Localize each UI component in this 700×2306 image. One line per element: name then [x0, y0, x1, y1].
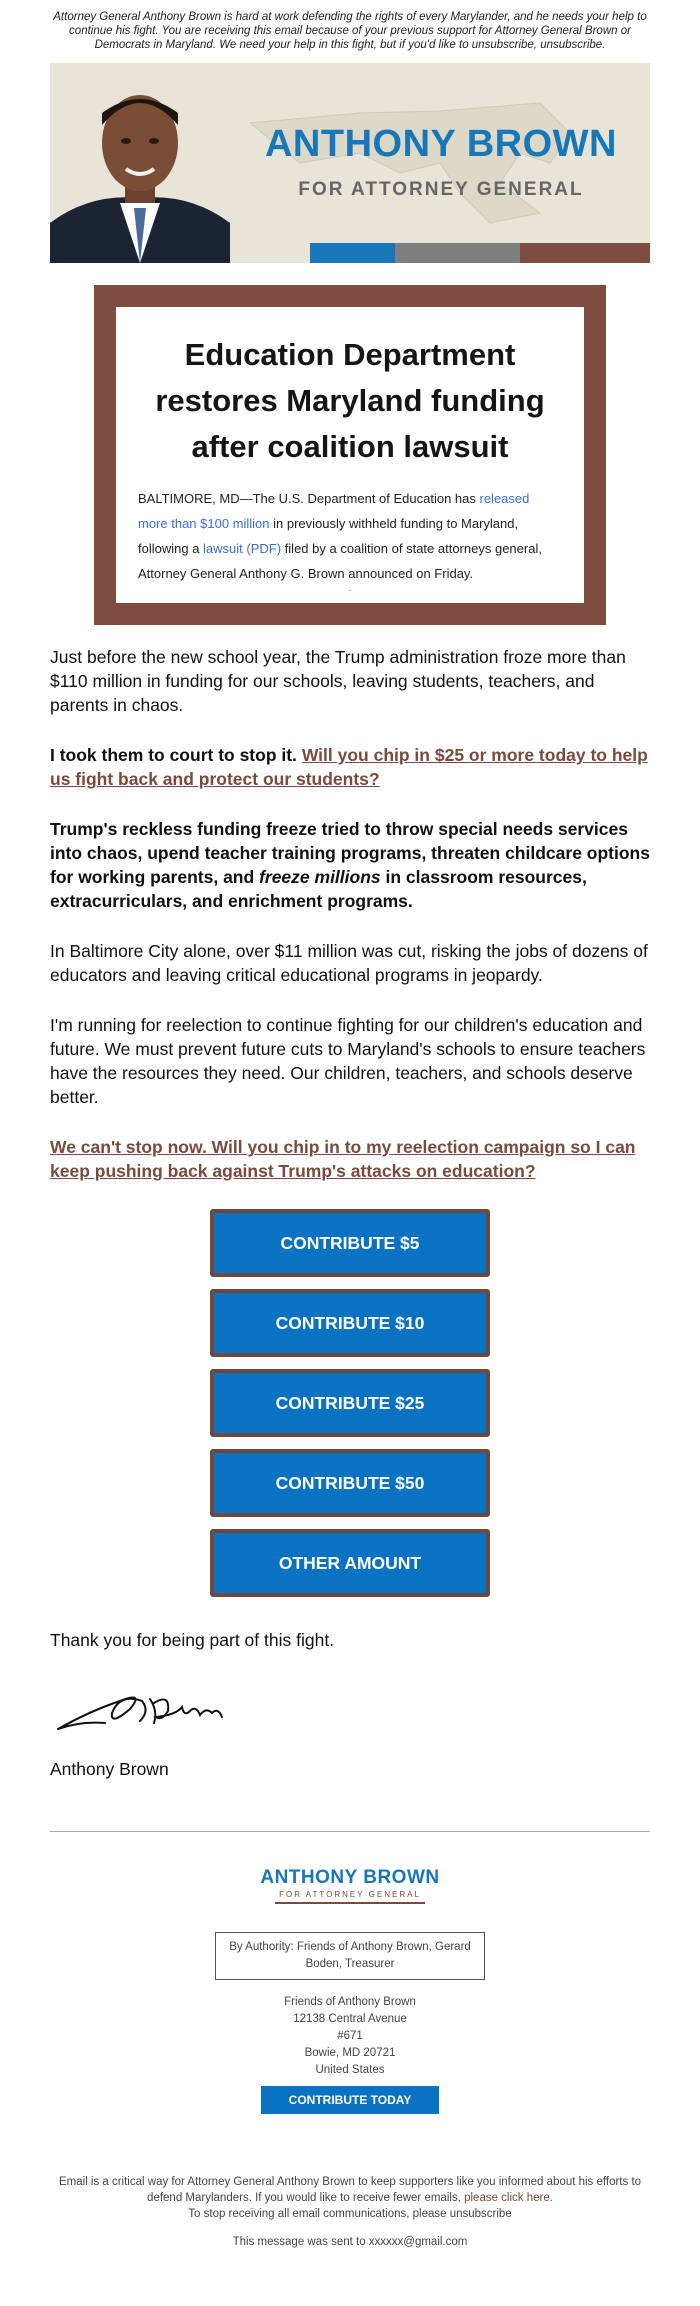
- paragraph-court: [50, 743, 650, 791]
- reelection-chip-in-link[interactable]: We can't stop now. Will you chip in to my reelection campaign so I can keep pushing back against Trump's attacks on education?: [50, 1137, 636, 1181]
- news-end: filed by a coalition of state attorneys general, Attorney General Anthony G. Brown announced on Friday.: [138, 541, 542, 581]
- contribute-5-button[interactable]: CONTRIBUTE $5: [210, 1209, 490, 1277]
- news-link-lawsuit[interactable]: lawsuit (PDF): [203, 541, 282, 556]
- header-name: ANTHONY BROWN: [264, 123, 617, 165]
- footer-logo-name: ANTHONY BROWN: [260, 1867, 440, 1888]
- address-line: 12138 Central Avenue: [293, 2013, 407, 2025]
- contribution-buttons: [50, 1209, 650, 1597]
- paragraph-reelection: I'm running for reelection to continue fighting for our children's education and future. We must prevent future cuts to Maryland's schools to ensure teachers have the resources they need. Our children, teachers, and schools deserve better.: [50, 1015, 646, 1107]
- message-content: [50, 645, 650, 1780]
- freeze-emphasis: freeze millions: [259, 867, 381, 887]
- address-line: Bowie, MD 20721: [304, 2047, 396, 2059]
- news-text: [138, 486, 562, 586]
- mailing-address: [50, 1994, 650, 2079]
- preheader-text: Attorney General Anthony Brown is hard at work defending the rights of every Marylander, and he needs your help to continue his fight. You are receiving this email because of your previous support for Attorney General Brown or Democrats in Maryland. We need your help in this fight, but if you'd like to unsubscribe, unsubscribe.: [53, 11, 647, 51]
- address-line: Friends of Anthony Brown: [284, 1996, 416, 2008]
- banner-bar-gray: [395, 243, 520, 263]
- paid-for-by-box: By Authority: Friends of Anthony Brown, Gerard Boden, Treasurer: [215, 1932, 485, 1980]
- footer-logo: [50, 1867, 650, 1904]
- signature-drawing: [50, 1671, 240, 1741]
- news-dot: .: [348, 583, 352, 594]
- signature-name: Anthony Brown: [50, 1759, 169, 1779]
- news-headline: Education Department restores Maryland funding after coalition lawsuit: [155, 337, 545, 464]
- footer-logo-subtitle: FOR ATTORNEY GENERAL: [279, 1890, 421, 1899]
- legal-text-2: To stop receiving all email communications, please unsubscribe: [188, 2208, 512, 2220]
- address-line: #671: [337, 2030, 363, 2042]
- court-statement: I took them to court to stop it.: [50, 745, 297, 765]
- freeze-text-b: in classroom resources, extracurriculars, and enrichment programs.: [50, 867, 587, 911]
- legal-text: [50, 2174, 650, 2222]
- header-subtitle: FOR ATTORNEY GENERAL: [298, 179, 584, 200]
- paragraph-freeze: [50, 817, 650, 913]
- anthony-brown-photo: [50, 63, 230, 263]
- address-line: United States: [315, 2064, 385, 2076]
- news-clipping-frame: [94, 285, 606, 625]
- legal-text-1: Email is a critical way for Attorney General Anthony Brown to keep supporters like you informed about his efforts to defend Marylanders. If you would like to receive fewer emails,: [58, 2176, 642, 2204]
- news-mid: in previously withheld funding to Maryland, following a: [138, 516, 519, 556]
- chip-in-25-link[interactable]: Will you chip in $25 or more today to help us fight back and protect our students?: [50, 745, 648, 789]
- news-dateline: BALTIMORE, MD—The U.S. Department of Education has: [138, 491, 480, 506]
- freeze-text-a: Trump's reckless funding freeze tried to throw special needs services into chaos, upend teacher training programs, threaten childcare options for working parents, and: [50, 819, 650, 887]
- news-link-released[interactable]: released more than $100 million: [138, 491, 530, 531]
- footer-logo-rule: [275, 1902, 425, 1904]
- contribute-50-button[interactable]: CONTRIBUTE $50: [210, 1449, 490, 1517]
- fewer-emails-link[interactable]: please click here.: [464, 2192, 553, 2204]
- contribute-25-button[interactable]: CONTRIBUTE $25: [210, 1369, 490, 1437]
- footer-divider: [50, 1831, 650, 1832]
- banner-bar-blue: [310, 243, 395, 263]
- contribute-today-button[interactable]: CONTRIBUTE TODAY: [261, 2086, 439, 2114]
- paragraph-intro: Just before the new school year, the Trump administration froze more than $110 million in funding for our schools, leaving students, teachers, and parents in chaos.: [50, 647, 626, 715]
- footer: [50, 1867, 650, 2248]
- news-clipping: [116, 307, 584, 603]
- sent-to-text: This message was sent to xxxxxx@gmail.com: [232, 2236, 468, 2248]
- banner-bar-brown: [520, 243, 650, 263]
- contribute-10-button[interactable]: CONTRIBUTE $10: [210, 1289, 490, 1357]
- thank-you-text: Thank you for being part of this fight.: [50, 1630, 335, 1650]
- paragraph-cta: [50, 1135, 650, 1183]
- paragraph-baltimore: In Baltimore City alone, over $11 million was cut, risking the jobs of dozens of educators and leaving critical educational programs in jeopardy.: [50, 941, 648, 985]
- header-banner: [50, 63, 650, 263]
- other-amount-button[interactable]: OTHER AMOUNT: [210, 1529, 490, 1597]
- signature-image: [50, 1671, 650, 1741]
